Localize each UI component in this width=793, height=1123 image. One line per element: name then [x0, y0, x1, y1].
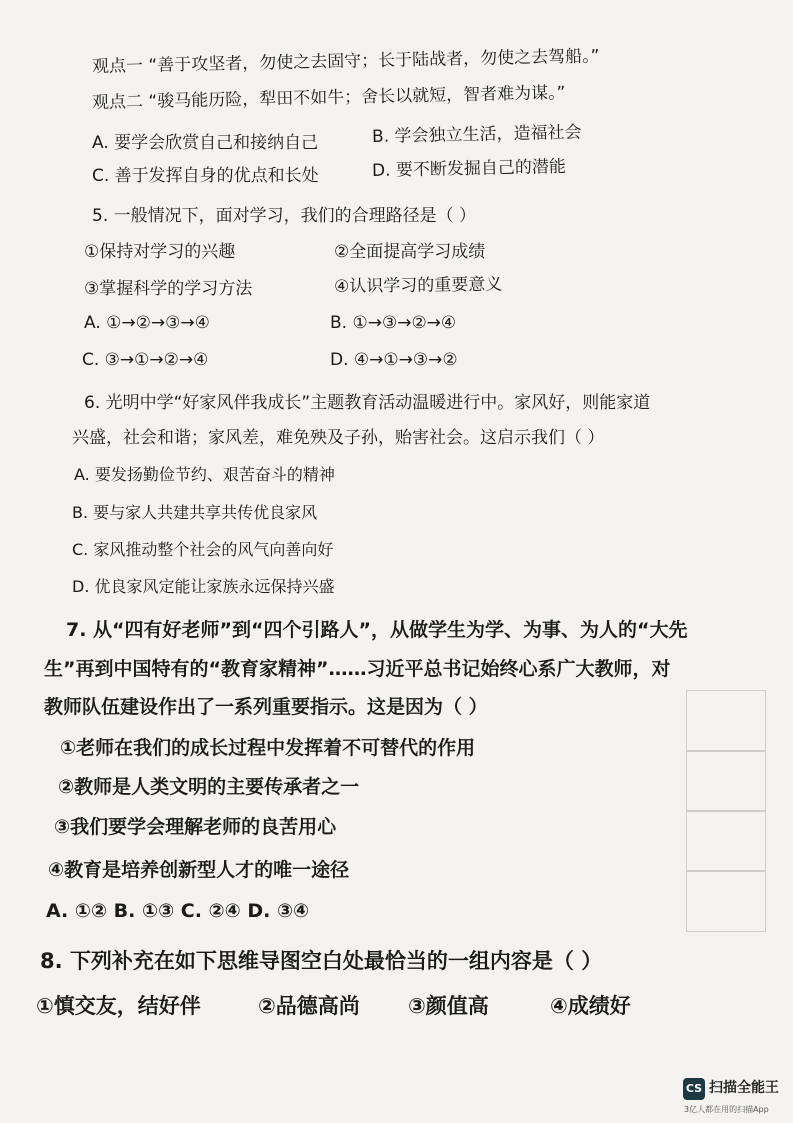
- q6-stem-line-2: 兴盛，社会和谐；家风差，难免殃及子孙，贻害社会。这启示我们（ ）: [72, 428, 605, 448]
- q8-item-4: ④成绩好: [550, 994, 631, 1018]
- q4-option-d: D. 要不断发掘自己的潜能: [371, 156, 567, 181]
- watermark-brand: 扫描全能王: [709, 1080, 779, 1096]
- q7-item-3: ③我们要学会理解老师的良苦用心: [54, 816, 337, 838]
- q7-item-4: ④教育是培养创新型人才的唯一途径: [48, 859, 350, 881]
- bleed-through-box-4: [686, 870, 766, 932]
- q7-options: A. ①② B. ①③ C. ②④ D. ③④: [46, 900, 310, 922]
- q5-stem: 5. 一般情况下，面对学习，我们的合理路径是（ ）: [92, 206, 477, 226]
- q4-viewpoint-2: 观点二 “骏马能历险，犁田不如牛；舍长以就短，智者难为谋。”: [91, 83, 566, 113]
- bleed-through-box-2: [686, 750, 766, 812]
- q8-item-1: ①慎交友，结好伴: [36, 994, 201, 1018]
- q5-item-4: ④认识学习的重要意义: [333, 274, 503, 297]
- watermark-tagline: 3亿人都在用的扫描App: [684, 1105, 769, 1114]
- q5-option-d: D. ④→①→③→②: [330, 350, 458, 370]
- q6-option-d: D. 优良家风定能让家族永远保持兴盛: [72, 577, 335, 596]
- camscanner-logo-icon: CS: [683, 1078, 705, 1100]
- bleed-through-box-3: [686, 810, 766, 872]
- q5-item-2: ②全面提高学习成绩: [334, 242, 486, 262]
- q7-stem-line-2: 生”再到中国特有的“教育家精神”……习近平总书记始终心系广大教师，对: [44, 658, 671, 680]
- q6-option-c: C. 家风推动整个社会的风气向善向好: [72, 540, 334, 559]
- q5-item-3: ③掌握科学的学习方法: [84, 279, 253, 299]
- q5-option-c: C. ③→①→②→④: [82, 350, 209, 370]
- q4-option-a: A. 要学会欣赏自己和接纳自己: [92, 133, 319, 153]
- q7-item-1: ①老师在我们的成长过程中发挥着不可替代的作用: [60, 737, 476, 759]
- q5-item-1: ①保持对学习的兴趣: [84, 242, 236, 262]
- bleed-through-box-1: [686, 690, 766, 752]
- q7-item-2: ②教师是人类文明的主要传承者之一: [58, 776, 360, 798]
- q5-option-a: A. ①→②→③→④: [84, 313, 210, 333]
- q4-option-b: B. 学会独立生活，造福社会: [371, 122, 582, 147]
- q6-option-a: A. 要发扬勤俭节约、艰苦奋斗的精神: [74, 465, 335, 484]
- q4-viewpoint-1: 观点一 “善于攻坚者，勿使之去固守；长于陆战者，勿使之去驾船。”: [91, 46, 600, 77]
- q8-item-3: ③颜值高: [408, 994, 489, 1018]
- q5-option-b: B. ①→③→②→④: [330, 313, 457, 333]
- q6-option-b: B. 要与家人共建共享共传优良家风: [72, 503, 318, 522]
- q7-stem-line-1: 7. 从“四有好老师”到“四个引路人”，从做学生为学、为事、为人的“大先: [66, 619, 688, 641]
- q8-stem: 8. 下列补充在如下思维导图空白处最恰当的一组内容是（ ）: [40, 949, 603, 973]
- q4-option-c: C. 善于发挥自身的优点和长处: [92, 166, 319, 186]
- q7-stem-line-3: 教师队伍建设作出了一系列重要指示。这是因为（ ）: [44, 696, 488, 718]
- q8-item-2: ②品德高尚: [258, 994, 360, 1018]
- q6-stem-line-1: 6. 光明中学“好家风伴我成长”主题教育活动温暖进行中。家风好，则能家道: [84, 393, 651, 413]
